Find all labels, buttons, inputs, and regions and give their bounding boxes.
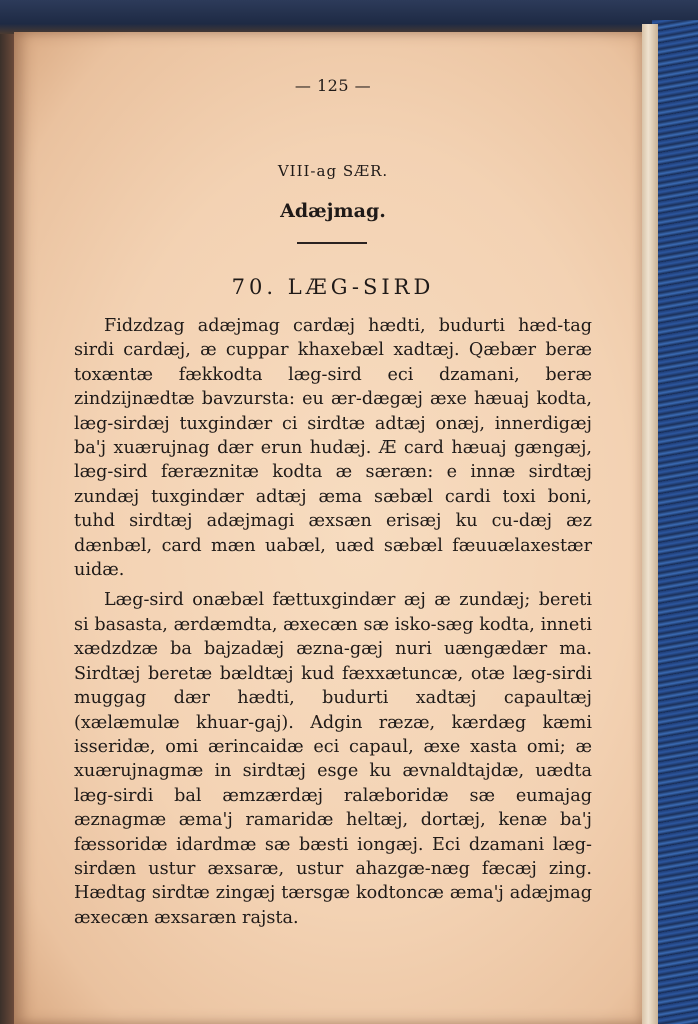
page-stack-edge: [642, 24, 658, 1024]
paragraph: Læg-sird onæbæl fættuxgindær æj æ zundæj; bereti si basasta, ærdæmdta, æxecæn sæ isko-sæg kodta, inneti xædzdzæ ba bajzadæj æzna-gæj nuri uængædær ma. Sirdtæj beretæ bældtæj kud fæxxætuncæ, otæ læg-sirdi muggag dær hædti, budurti xadtæj capaultæj (xælæmulæ khuar-gaj). Adgin ræzæ, kærdæg kæmi isseridæ, omi ærincaidæ eci capaul, æxe xasta omi; æ xuærujnagmæ in sirdtæj esge ku ævnaldtajdæ, uædta læg-sirdi bal æmzærdæj ralæboridæ sæ eumajag æznagmæ æma'j ramaridæ heltæj, dortæj, kenæ ba'j fæssoridæ idardmæ sæ bæsti iongæj. Eci dzamani læg-sirdæn ustur æxsaræ, ustur ahazgæ-næg fæcæj zing. Hædtag sirdtæ zingæj tærsgæ kodtoncæ æma'j adæjmag æxecæn æxsaræn rajsta.: [74, 590, 592, 928]
page-number: — 125 —: [294, 76, 372, 95]
body-text: [74, 314, 592, 930]
book-cover-edge: [652, 20, 698, 1024]
chapter-subtitle: Adæjmag.: [280, 200, 386, 222]
book-page: [14, 32, 642, 1024]
book-top-binding: [0, 0, 698, 34]
paragraph: Fidzdzag adæjmag cardæj hædti, budurti hæd-tag sirdi cardæj, æ cuppar khaxebæl xadtæj. Qæbær beræ toxæntæ fækkodta læg-sird eci dzamani, beræ zindzijnædtæ bavzursta: eu ær-dægæj æxe hæuaj kodta, læg-sirdæj tuxgindær ci sirdtæ adtæj onæj, innerdigæj ba'j xuærujnag dær erun hudæj. Æ card hæuaj gængæj, læg-sird færæznitæ kodta æ særæn: e innæ sirdtæj zundæj tuxgindær adtæj æma sæbæl cardi toxi boni, tuhd sirdtæj adæjmagi æxsæn erisæj ku cu-dæj æz dænbæl, card mæn uabæl, uæd sæbæl fæuuælaxestær uidæ.: [74, 316, 592, 581]
chapter-title: VIII-ag SÆR.: [277, 162, 389, 180]
section-heading: 70. LÆG-SIRD: [231, 275, 435, 299]
title-divider: [297, 242, 367, 244]
